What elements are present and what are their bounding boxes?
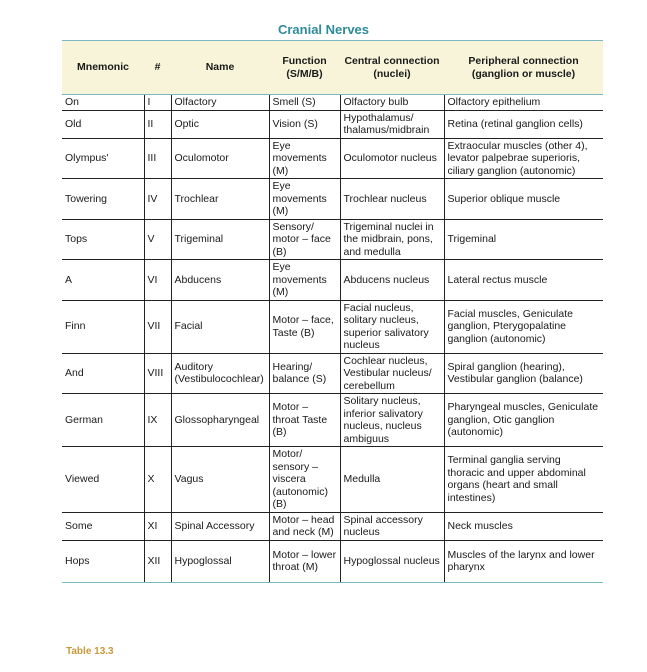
cell-central: Trigeminal nuclei in the midbrain, pons, and medulla: [340, 219, 444, 260]
table-title: Cranial Nerves: [277, 22, 370, 37]
header-mnemonic: Mnemonic: [62, 41, 144, 95]
cell-name: Vagus: [171, 447, 269, 513]
cell-central: Spinal accessory nucleus: [340, 512, 444, 540]
cell-name: Abducens: [171, 260, 269, 301]
table-row: [62, 394, 603, 447]
cell-number: VIII: [144, 353, 171, 394]
cell-number: IV: [144, 179, 171, 220]
cell-name: Auditory (Vestibulocochlear): [171, 353, 269, 394]
cell-number: V: [144, 219, 171, 260]
cell-central: Abducens nucleus: [340, 260, 444, 301]
cell-function: Eye movements (M): [269, 179, 340, 220]
header-number: #: [144, 41, 171, 95]
cell-function: Vision (S): [269, 110, 340, 138]
cell-central: Solitary nucleus, inferior salivatory nucleus, nucleus ambiguus: [340, 394, 444, 447]
cell-number: X: [144, 447, 171, 513]
cell-central: Hypothalamus/ thalamus/midbrain: [340, 110, 444, 138]
cell-mnemonic: Old: [62, 110, 144, 138]
cell-name: Oculomotor: [171, 138, 269, 179]
cell-peripheral: Spiral ganglion (hearing), Vestibular ganglion (balance): [444, 353, 603, 394]
cell-number: VII: [144, 300, 171, 353]
cell-name: Trigeminal: [171, 219, 269, 260]
cell-mnemonic: A: [62, 260, 144, 301]
cell-central: Hypoglossal nucleus: [340, 540, 444, 582]
cell-number: IX: [144, 394, 171, 447]
cell-name: Hypoglossal: [171, 540, 269, 582]
cell-function: Motor – lower throat (M): [269, 540, 340, 582]
cell-peripheral: Superior oblique muscle: [444, 179, 603, 220]
cell-function: Eye movements (M): [269, 260, 340, 301]
cell-central: Oculomotor nucleus: [340, 138, 444, 179]
cell-function: Motor – throat Taste (B): [269, 394, 340, 447]
cell-mnemonic: Some: [62, 512, 144, 540]
cell-name: Olfactory: [171, 95, 269, 111]
cell-function: Motor/ sensory – viscera (autonomic) (B): [269, 447, 340, 513]
header-name: Name: [171, 41, 269, 95]
cell-mnemonic: Tops: [62, 219, 144, 260]
cell-function: Motor – head and neck (M): [269, 512, 340, 540]
cell-mnemonic: Hops: [62, 540, 144, 582]
cell-mnemonic: German: [62, 394, 144, 447]
cell-function: Sensory/ motor – face (B): [269, 219, 340, 260]
cell-central: Olfactory bulb: [340, 95, 444, 111]
cell-number: XI: [144, 512, 171, 540]
cell-number: II: [144, 110, 171, 138]
table-caption: Table 13.3: [66, 646, 114, 657]
cell-mnemonic: Olympus': [62, 138, 144, 179]
cell-peripheral: Neck muscles: [444, 512, 603, 540]
table-row: [62, 138, 603, 179]
cell-peripheral: Muscles of the larynx and lower pharynx: [444, 540, 603, 582]
cell-mnemonic: Finn: [62, 300, 144, 353]
cell-number: VI: [144, 260, 171, 301]
cell-peripheral: Retina (retinal ganglion cells): [444, 110, 603, 138]
table-row: [62, 260, 603, 301]
cell-mnemonic: Towering: [62, 179, 144, 220]
cell-peripheral: Trigeminal: [444, 219, 603, 260]
cell-function: Smell (S): [269, 95, 340, 111]
table-row: [62, 179, 603, 220]
cell-function: Motor – face, Taste (B): [269, 300, 340, 353]
header-central-connection: Central connection (nuclei): [340, 41, 444, 95]
cell-number: I: [144, 95, 171, 111]
cell-central: Medulla: [340, 447, 444, 513]
cell-peripheral: Extraocular muscles (other 4), levator palpebrae superioris, ciliary ganglion (autonomic): [444, 138, 603, 179]
cell-mnemonic: On: [62, 95, 144, 111]
cell-number: XII: [144, 540, 171, 582]
cell-mnemonic: Viewed: [62, 447, 144, 513]
cell-peripheral: Olfactory epithelium: [444, 95, 603, 111]
cell-peripheral: Pharyngeal muscles, Geniculate ganglion, Otic ganglion (autonomic): [444, 394, 603, 447]
cell-peripheral: Terminal ganglia serving thoracic and upper abdominal organs (heart and small intestines): [444, 447, 603, 513]
table-row: [62, 300, 603, 353]
table-row: [62, 95, 603, 111]
cell-function: Eye movements (M): [269, 138, 340, 179]
cell-central: Cochlear nucleus, Vestibular nucleus/ cerebellum: [340, 353, 444, 394]
cell-central: Facial nucleus, solitary nucleus, superior salivatory nucleus: [340, 300, 444, 353]
cell-name: Spinal Accessory: [171, 512, 269, 540]
cranial-nerves-table: [62, 40, 603, 583]
cell-name: Facial: [171, 300, 269, 353]
cell-number: III: [144, 138, 171, 179]
cell-peripheral: Lateral rectus muscle: [444, 260, 603, 301]
header-peripheral-connection: Peripheral connection (ganglion or muscle): [444, 41, 603, 95]
cell-name: Glossopharyngeal: [171, 394, 269, 447]
cell-name: Trochlear: [171, 179, 269, 220]
table-row: [62, 110, 603, 138]
table-row: [62, 353, 603, 394]
table-row: [62, 512, 603, 540]
cell-mnemonic: And: [62, 353, 144, 394]
cell-central: Trochlear nucleus: [340, 179, 444, 220]
cell-name: Optic: [171, 110, 269, 138]
table-row: [62, 447, 603, 513]
header-function: Function (S/M/B): [269, 41, 340, 95]
table-row: [62, 540, 603, 582]
table-row: [62, 219, 603, 260]
cell-function: Hearing/ balance (S): [269, 353, 340, 394]
cell-peripheral: Facial muscles, Geniculate ganglion, Pterygopalatine ganglion (autonomic): [444, 300, 603, 353]
